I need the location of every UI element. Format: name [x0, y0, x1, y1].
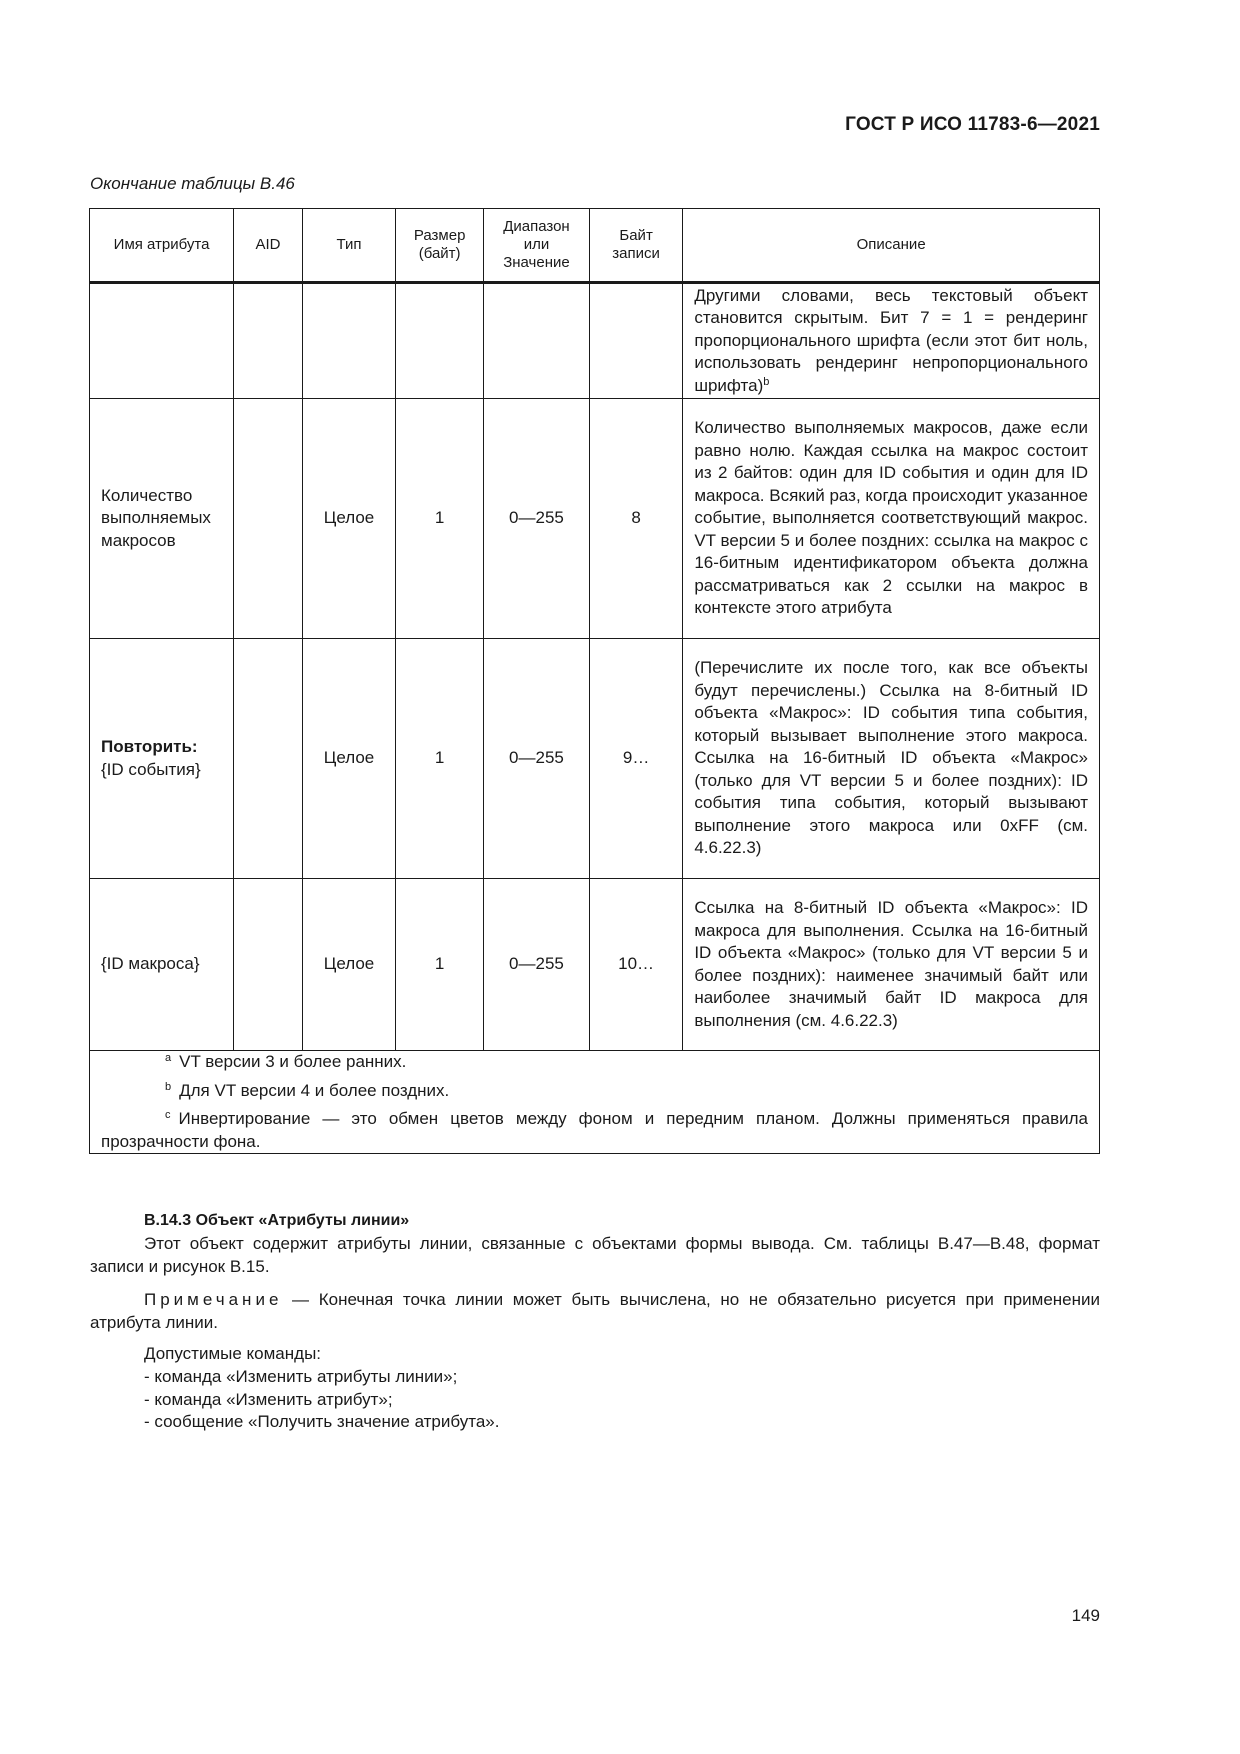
footnote-text: Для VT версии 4 и более поздних. — [179, 1080, 450, 1100]
cell-size: 1 — [396, 399, 484, 639]
cell-description: Количество выполняемых макросов, даже если равно нолю. Каждая ссылка на макрос состоит из 2 байтов: один для ID события и один для ID макроса. Всякий раз, когда происходит указанное событие, выполняется соответствующий макрос. VT версии 5 и более поздних: ссылка на макрос с 16-битным идентификатором объекта должна рассматриваться как 2 ссылки на макрос в контексте этого атрибута — [683, 399, 1100, 639]
list-item: - команда «Изменить атрибуты линии»; — [144, 1367, 458, 1386]
cell-name — [90, 639, 234, 879]
cell-aid — [234, 879, 303, 1051]
footnote-mark: b — [165, 1080, 172, 1093]
cell-description: (Перечислите их после того, как все объекты будут перечислены.) Ссылка на 8-битный ID объекта «Макрос»: ID события типа события, который вызывает выполнение этого макроса. Ссылка на 16-битный ID объекта «Макрос» (только для VT версии 5 и более поздних): ID события типа события, который вызывают выполнение этого макроса или 0xFF (см. 4.6.22.3) — [683, 639, 1100, 879]
table-row — [90, 879, 1100, 1051]
cell-name: Количество выполняемых макросов — [90, 399, 234, 639]
note-text: — Конечная точка линии может быть вычислена, но не обязательно рисуется при применении атрибута линии. — [90, 1290, 1100, 1332]
cell-type — [302, 283, 395, 399]
footnote-a — [101, 1051, 1088, 1074]
cell-description: Ссылка на 8-битный ID объекта «Макрос»: ID макроса для выполнения. Ссылка на 16-битный ID объекта «Макрос» (только для VT версии 5 и более поздних): наименее значимый байт или наиболее значимый байт ID макроса для выполнения (см. 4.6.22.3) — [683, 879, 1100, 1051]
header-name: Имя атрибута — [90, 209, 234, 283]
table-row — [90, 399, 1100, 639]
cell-size: 1 — [396, 639, 484, 879]
table-caption: Окончание таблицы В.46 — [90, 174, 295, 193]
table-notes-row — [90, 1051, 1100, 1154]
cell-aid — [234, 283, 303, 399]
header-type: Тип — [302, 209, 395, 283]
header-size-line1: Размер — [413, 227, 466, 244]
cell-byte: 10… — [589, 879, 682, 1051]
section-note — [90, 1289, 1100, 1334]
header-byte-line2: записи — [612, 245, 660, 262]
list-item: - сообщение «Получить значение атрибута». — [144, 1412, 500, 1431]
cell-type: Целое — [302, 399, 395, 639]
cell-type: Целое — [302, 879, 395, 1051]
header-range — [484, 209, 590, 283]
cell-description — [683, 283, 1100, 399]
table-header-row — [90, 209, 1100, 283]
cell-aid — [234, 399, 303, 639]
header-description: Описание — [683, 209, 1100, 283]
attributes-table — [89, 208, 1100, 1154]
cell-range: 0—255 — [484, 399, 590, 639]
table-row — [90, 283, 1100, 399]
cell-range: 0—255 — [484, 639, 590, 879]
header-range-line1: Диапазон — [503, 218, 570, 235]
page-number: 149 — [1071, 1606, 1100, 1625]
cell-type: Целое — [302, 639, 395, 879]
description-text: Другими словами, весь текстовый объект становится скрытым. Бит 7 = 1 = рендеринг пропорционального шрифта (если этот бит ноль, использовать рендеринг непропорционального шрифта) — [694, 285, 1088, 395]
header-byte — [589, 209, 682, 283]
cell-byte — [589, 283, 682, 399]
cell-size — [396, 283, 484, 399]
footnote-text: Инвертирование — это обмен цветов между фоном и передним планом. Должны применяться правила прозрачности фона. — [101, 1109, 1088, 1151]
cell-name-text: {ID события} — [101, 759, 201, 779]
section-title: В.14.3 Объект «Атрибуты линии» — [144, 1212, 410, 1229]
header-size-line2: (байт) — [418, 245, 461, 262]
cell-size: 1 — [396, 879, 484, 1051]
cell-name — [90, 283, 234, 399]
cell-byte: 9… — [589, 639, 682, 879]
note-label: Примечание — [144, 1290, 283, 1309]
cell-name: {ID макроса} — [90, 879, 234, 1051]
header-byte-line1: Байт — [619, 227, 653, 244]
header-range-line3: Значение — [503, 254, 570, 271]
list-item: - команда «Изменить атрибут»; — [144, 1389, 393, 1409]
footnote-mark: c — [165, 1109, 171, 1121]
footnote-text: VT версии 3 и более ранних. — [179, 1052, 407, 1071]
header-aid: AID — [234, 209, 303, 283]
header-size — [396, 209, 484, 283]
table-notes — [90, 1051, 1100, 1154]
repeat-label: Повторить: — [101, 737, 198, 756]
cell-aid — [234, 639, 303, 879]
header-range-line2: или — [523, 236, 550, 253]
footnote-mark: b — [763, 375, 770, 388]
cell-range: 0—255 — [484, 879, 590, 1051]
document-id: ГОСТ Р ИСО 11783-6—2021 — [845, 114, 1100, 135]
table-row — [90, 639, 1100, 879]
commands-list — [90, 1366, 1154, 1434]
footnote-c — [101, 1108, 1088, 1153]
cell-byte: 8 — [589, 399, 682, 639]
section-paragraph: Этот объект содержит атрибуты линии, связанные с объектами формы вывода. См. таблицы В.47—В.48, формат записи и рисунок В.15. — [90, 1234, 1100, 1276]
cell-range — [484, 283, 590, 399]
footnote-mark: a — [165, 1052, 172, 1064]
commands-title: Допустимые команды: — [144, 1344, 322, 1363]
footnote-b — [101, 1080, 1088, 1103]
